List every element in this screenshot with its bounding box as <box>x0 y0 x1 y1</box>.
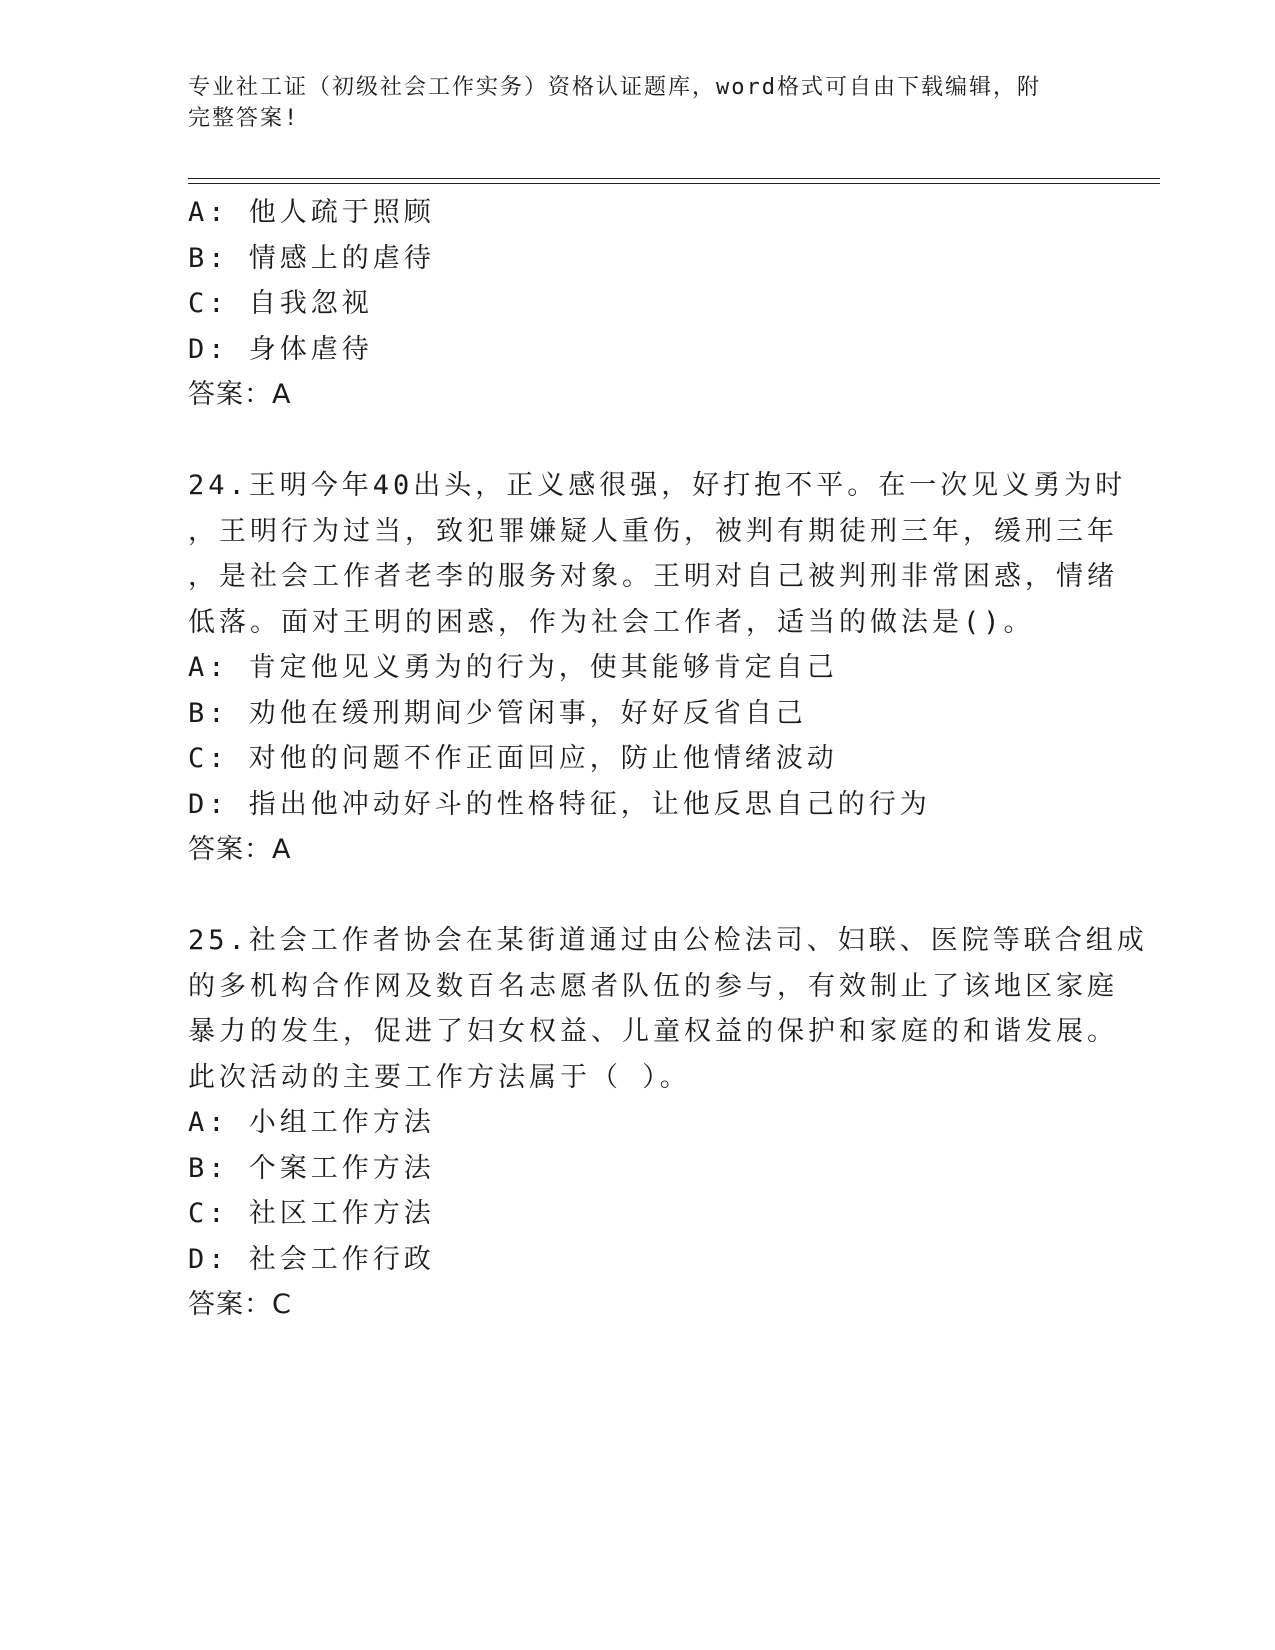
header-divider-top <box>188 178 1160 179</box>
option-d: D: 指出他冲动好斗的性格特征，让他反思自己的行为 <box>188 788 931 820</box>
option-a: A: 肯定他见义勇为的行为，使其能够肯定自己 <box>188 652 838 683</box>
question-24-stem-line-2: ，王明行为过当，致犯罪嫌疑人重伤，被判有期徒刑三年，缓刑三年 <box>188 515 1118 547</box>
option-c: C: 社区工作方法 <box>188 1198 435 1229</box>
question-24-stem-line-3: ，是社会工作者老李的服务对象。王明对自己被判刑非常困惑，情绪 <box>188 561 1118 592</box>
question-24-answer: 答案：A <box>188 834 292 865</box>
spacer <box>188 873 1088 919</box>
option-d: D: 身体虐待 <box>188 333 373 365</box>
option-b: B: 情感上的虐待 <box>188 242 435 274</box>
question-24-stem-line-1: 24.王明今年40出头，正义感很强，好打抱不平。在一次见义勇为时 <box>188 470 1127 501</box>
question-25-stem-line-3: 暴力的发生，促进了妇女权益、儿童权益的保护和家庭的和谐发展。 <box>188 1016 1118 1047</box>
question-24-stem-line-4: 低落。面对王明的困惑，作为社会工作者，适当的做法是()。 <box>188 606 1035 638</box>
header-divider-bottom <box>188 183 1160 184</box>
question-25-stem-line-1: 25.社会工作者协会在某街道通过由公检法司、妇联、医院等联合组成 <box>188 925 1148 956</box>
question-25-stem-line-2: 的多机构合作网及数百名志愿者队伍的参与，有效制止了该地区家庭 <box>188 970 1118 1002</box>
question-24-stem <box>188 463 1127 645</box>
question-25-options <box>188 1100 1088 1282</box>
question-23-answer: 答案：A <box>188 379 292 410</box>
question-content <box>188 190 1148 1328</box>
spacer <box>188 418 1088 464</box>
question-25-answer: 答案：C <box>188 1289 292 1320</box>
option-b: B: 劝他在缓刑期间少管闲事，好好反省自己 <box>188 697 807 729</box>
option-c: C: 对他的问题不作正面回应，防止他情绪波动 <box>188 743 838 774</box>
option-c: C: 自我忽视 <box>188 288 373 319</box>
question-23-options <box>188 190 1088 372</box>
question-25-stem <box>188 918 1148 1100</box>
header-title-line-1: 专业社工证（初级社会工作实务）资格认证题库，word格式可自由下载编辑，附 <box>188 75 1041 100</box>
option-b: B: 个案工作方法 <box>188 1152 435 1184</box>
question-24-options <box>188 645 1088 827</box>
document-header <box>188 72 1068 134</box>
option-a: A: 小组工作方法 <box>188 1107 435 1138</box>
header-title-line-2: 完整答案! <box>188 106 300 131</box>
option-a: A: 他人疏于照顾 <box>188 197 435 228</box>
question-25-stem-line-4: 此次活动的主要工作方法属于（ ）。 <box>188 1061 691 1093</box>
option-d: D: 社会工作行政 <box>188 1243 435 1275</box>
